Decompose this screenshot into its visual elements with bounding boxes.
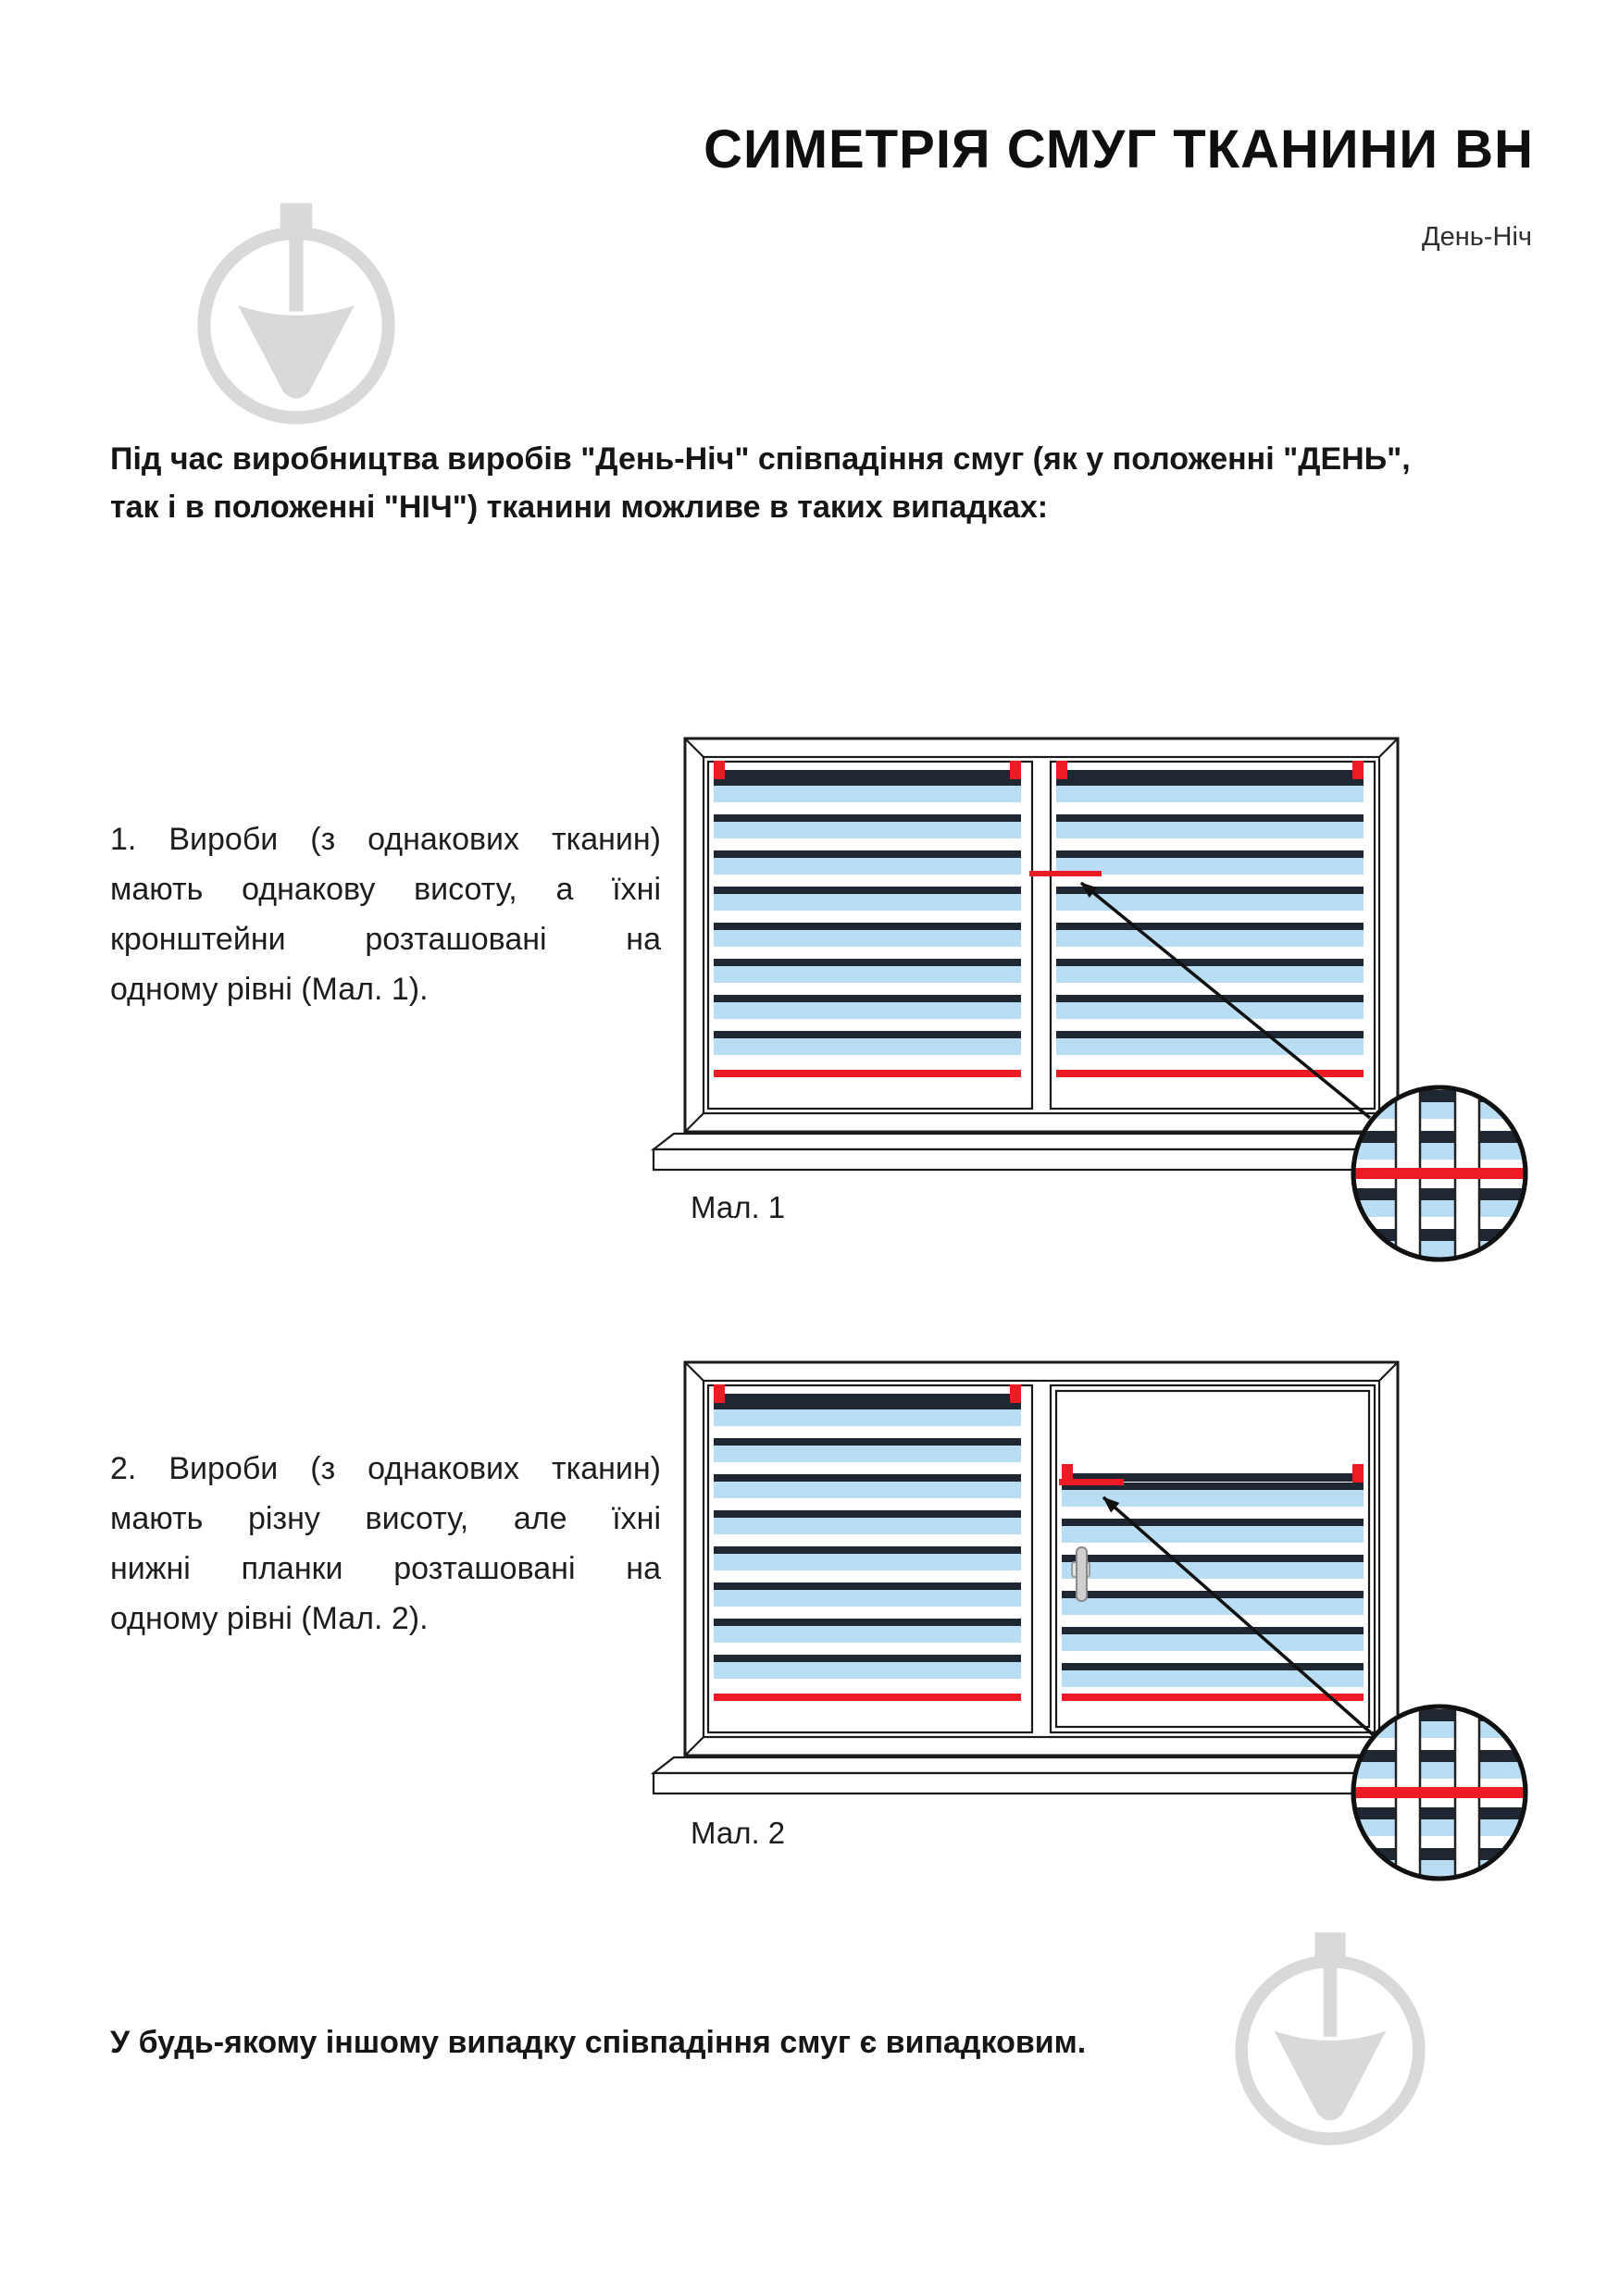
- window-sill-front: [654, 1773, 1413, 1793]
- case-1-line: мають однакову висоту, а їхні: [110, 872, 661, 907]
- case-2-line: 2. Вироби (з однакових тканин): [110, 1451, 661, 1486]
- figure-1-caption: Мал. 1: [691, 1190, 786, 1224]
- alignment-red-line: [1029, 871, 1102, 876]
- case-1-line: 1. Вироби (з однакових тканин): [110, 822, 661, 857]
- blind-cassette: [714, 1394, 1021, 1402]
- blind-bottom-bar: [1062, 1694, 1364, 1701]
- logo-stem-icon: [1324, 1952, 1338, 2037]
- case-1-line: одному рівні (Мал. 1).: [110, 972, 429, 1007]
- case-2-text: [110, 1444, 661, 1644]
- case-2-line: мають різну висоту, але їхні: [110, 1501, 661, 1536]
- case-1-line: кронштейни розташовані на: [110, 922, 661, 957]
- blind-fabric: [1062, 1483, 1364, 1690]
- bracket-right: [1352, 1464, 1364, 1483]
- window-sill: [654, 1134, 1413, 1149]
- bracket-left: [714, 761, 725, 779]
- page-subtitle: День-Ніч: [1421, 222, 1532, 252]
- blind-fabric: [1056, 778, 1364, 1066]
- window-sill: [654, 1757, 1413, 1773]
- bracket-right: [1010, 761, 1021, 779]
- blind-fabric: [714, 1402, 1021, 1690]
- blind-bottom-bar: [714, 1694, 1021, 1701]
- intro-paragraph: [110, 435, 1411, 531]
- logo-plumb-icon: [238, 305, 355, 399]
- footer-note: У будь-якому іншому випадку співпадіння смуг є випадковим.: [110, 2025, 1087, 2060]
- blind-left: [714, 761, 1021, 1077]
- intro-line-2: так і в положенні "НІЧ") тканини можливе в таких випадках:: [110, 490, 1049, 525]
- blind-bottom-bar: [714, 1070, 1021, 1077]
- blind-right: [1056, 761, 1364, 1077]
- logo-stem-icon: [289, 223, 303, 311]
- bracket-right: [1352, 761, 1364, 779]
- bracket-left: [1056, 761, 1067, 779]
- case-1-text: [110, 814, 661, 1014]
- page-title: СИМЕТРІЯ СМУГ ТКАНИНИ ВН: [704, 119, 1534, 180]
- bracket-right: [1010, 1384, 1021, 1403]
- alignment-red-line: [1059, 1479, 1124, 1485]
- brand-watermark-bottom: [1214, 1927, 1446, 2158]
- case-2-line: нижні планки розташовані на: [110, 1551, 661, 1586]
- case-2-line: одному рівні (Мал. 2).: [110, 1601, 429, 1636]
- window-sill-front: [654, 1149, 1413, 1170]
- bracket-left: [714, 1384, 725, 1403]
- figure-2-caption: Мал. 2: [691, 1816, 786, 1850]
- blind-fabric: [714, 778, 1021, 1066]
- logo-plumb-icon: [1275, 2031, 1387, 2121]
- intro-line-1: Під час виробництва виробів "День-Ніч" співпадіння смуг (як у положенні "ДЕНЬ",: [110, 441, 1411, 477]
- blind-cassette: [1056, 770, 1364, 778]
- blind-cassette: [714, 770, 1021, 778]
- blind-left: [714, 1384, 1021, 1701]
- brand-watermark-top: [176, 197, 417, 438]
